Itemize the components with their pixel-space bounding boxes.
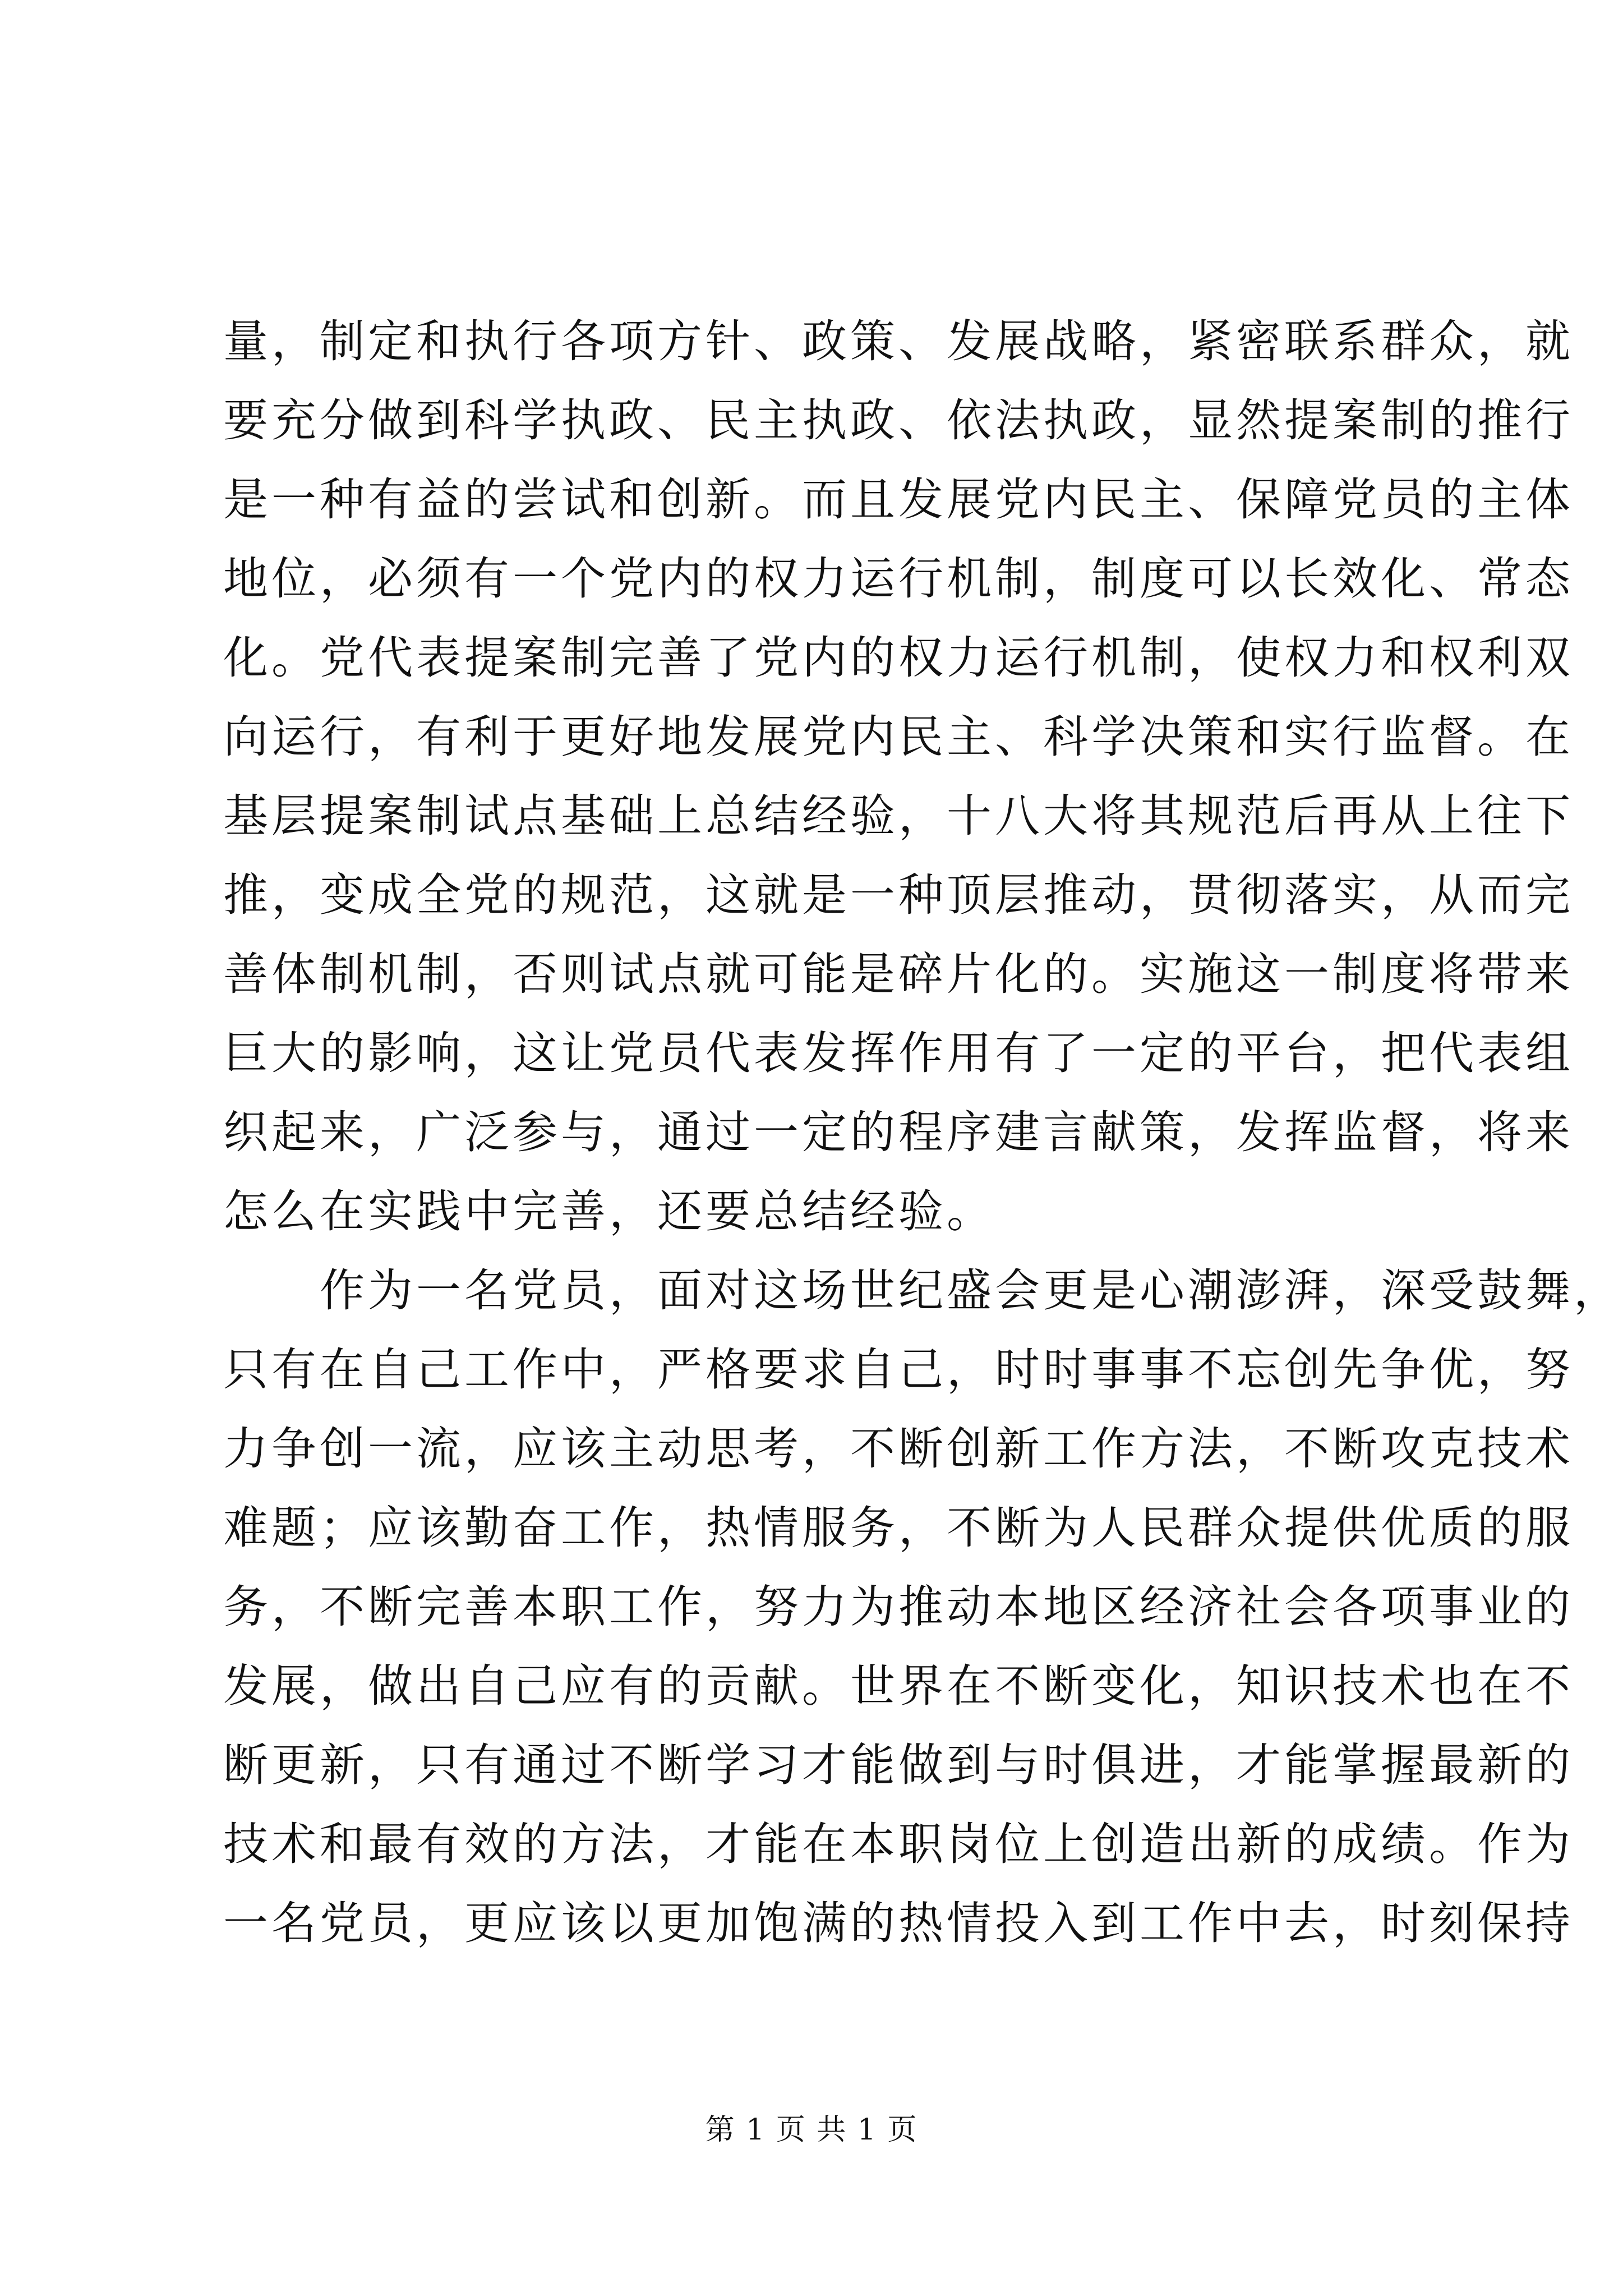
- text-line: 发展，做出自己应有的贡献。世界在不断变化，知识技术也在不: [223, 1660, 1574, 1712]
- text-line: 善体制机制，否则试点就可能是碎片化的。实施这一制度将带来: [223, 948, 1574, 1000]
- text-line: 技术和最有效的方法，才能在本职岗位上创造出新的成绩。作为: [223, 1818, 1574, 1870]
- text-line: 力争创一流，应该主动思考，不断创新工作方法，不断攻克技术: [223, 1423, 1574, 1475]
- body-text: [223, 302, 1622, 1963]
- text-line: 是一种有益的尝试和创新。而且发展党内民主、保障党员的主体: [223, 473, 1574, 526]
- text-line: 化。党代表提案制完善了党内的权力运行机制，使权力和权利双: [223, 632, 1574, 684]
- text-line: 地位，必须有一个党内的权力运行机制，制度可以长效化、常态: [223, 553, 1574, 605]
- text-line: 怎么在实践中完善，还要总结经验。: [223, 1185, 995, 1237]
- text-line: 断更新，只有通过不断学习才能做到与时俱进，才能掌握最新的: [223, 1739, 1574, 1791]
- text-line: 推，变成全党的规范，这就是一种顶层推动，贯彻落实，从而完: [223, 869, 1574, 921]
- text-line: 作为一名党员，面对这场世纪盛会更是心潮澎湃，深受鼓舞，: [223, 1264, 1622, 1317]
- text-line: 一名党员，更应该以更加饱满的热情投入到工作中去，时刻保持: [223, 1897, 1574, 1949]
- text-line: 务，不断完善本职工作，努力为推动本地区经济社会各项事业的: [223, 1581, 1574, 1633]
- page-footer: [0, 2110, 1623, 2150]
- text-line: 基层提案制试点基础上总结经验，十八大将其规范后再从上往下: [223, 790, 1574, 842]
- text-line: 向运行，有利于更好地发展党内民主、科学决策和实行监督。在: [223, 711, 1574, 763]
- text-line: 只有在自己工作中，严格要求自己，时时事事不忘创先争优，努: [223, 1343, 1574, 1396]
- text-line: 难题；应该勤奋工作，热情服务，不断为人民群众提供优质的服: [223, 1502, 1574, 1554]
- page-number-label: 第 1 页 共 1 页: [705, 2113, 918, 2147]
- text-line: 量，制定和执行各项方针、政策、发展战略，紧密联系群众，就: [223, 315, 1574, 367]
- text-line: 织起来，广泛参与，通过一定的程序建言献策，发挥监督，将来: [223, 1106, 1574, 1158]
- text-line: 要充分做到科学执政、民主执政、依法执政，显然提案制的推行: [223, 394, 1574, 447]
- text-line: 巨大的影响，这让党员代表发挥作用有了一定的平台，把代表组: [223, 1027, 1574, 1079]
